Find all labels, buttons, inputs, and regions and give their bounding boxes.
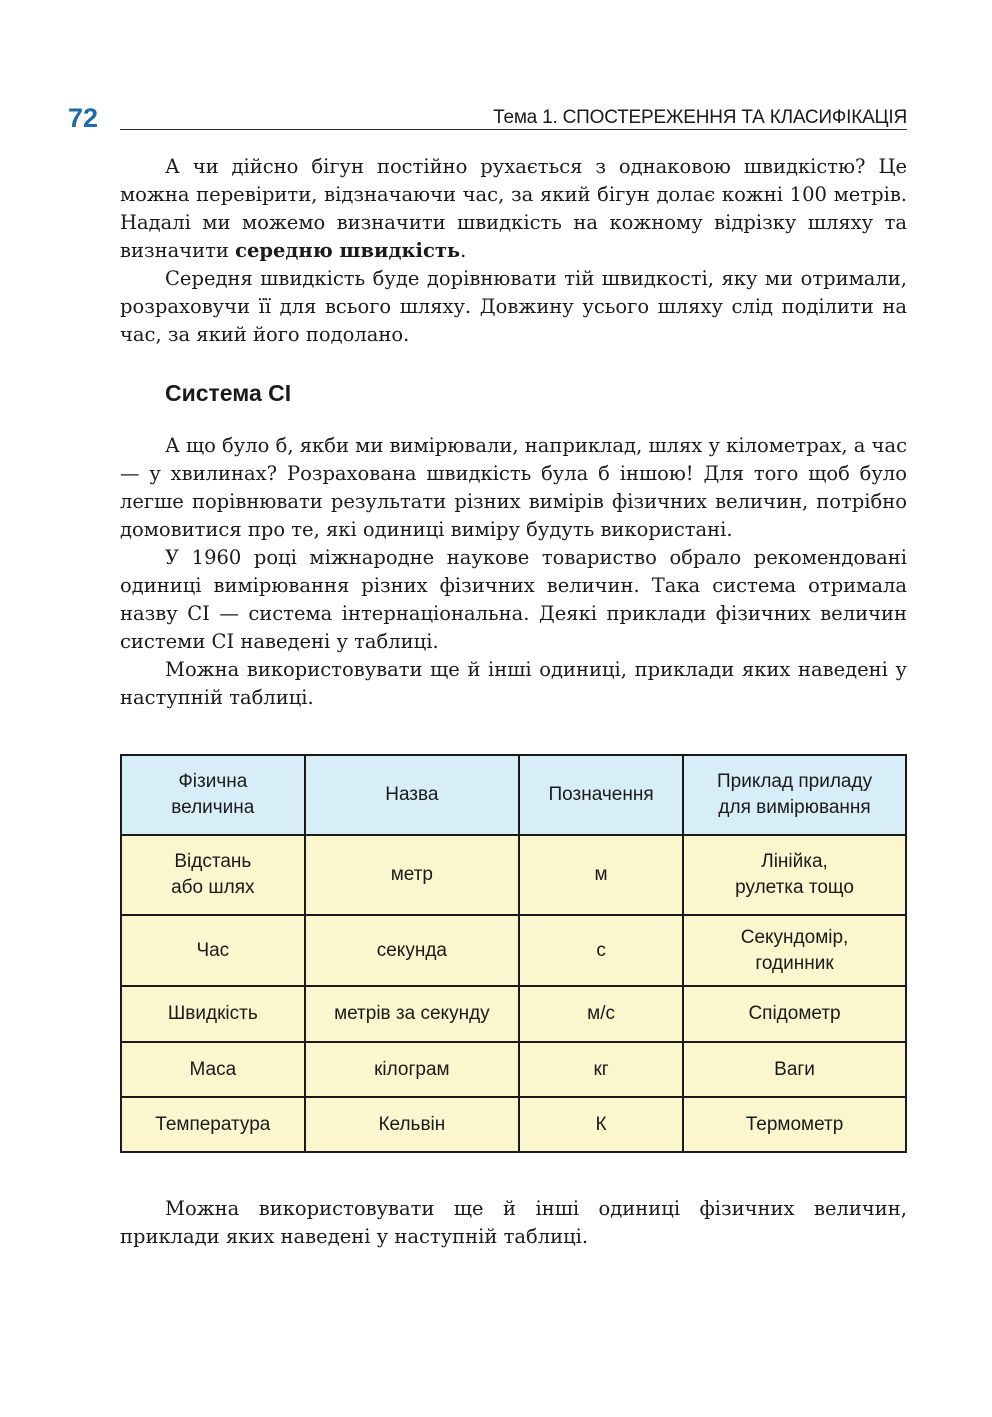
section-text — [120, 432, 907, 712]
table-cell: кілограм — [305, 1042, 519, 1097]
outro-paragraph-1: Можна використовувати ще й інші одиниці фізичних величин, приклади яких наведені у наступній таблиці. — [120, 1197, 907, 1248]
table-cell: Швидкість — [121, 986, 305, 1042]
table-cell: Температура — [121, 1097, 305, 1152]
table-header-cell: Позначення — [519, 755, 683, 835]
intro-paragraph-1: А чи дійсно бігун постійно рухається з однаковою швидкістю? Це можна перевірити, відзначаючи час, за який бігун долає кожні 100 метрів. Надалі ми можемо визначити швидкість на кожному відрізку шляху та визначити середню швидкість. — [120, 155, 907, 262]
table-header-cell: Назва — [305, 755, 519, 835]
table-row — [121, 986, 906, 1042]
table-row — [121, 1042, 906, 1097]
table-cell: К — [519, 1097, 683, 1152]
table-cell: Відстань або шлях — [121, 835, 305, 915]
table-cell: Секундомір, годинник — [683, 915, 906, 986]
section-title: Система СІ — [165, 380, 292, 406]
table-cell: Маса — [121, 1042, 305, 1097]
table-cell: Ваги — [683, 1042, 906, 1097]
table-cell: м — [519, 835, 683, 915]
table-header-cell: Приклад приладу для вимірювання — [683, 755, 906, 835]
table-cell: Кельвін — [305, 1097, 519, 1152]
table-cell: метрів за секунду — [305, 986, 519, 1042]
running-header-title: Тема 1. СПОСТЕРЕЖЕННЯ ТА КЛАСИФІКАЦІЯ — [493, 107, 907, 128]
section-paragraph-2: У 1960 році міжнародне наукове товариство обрало рекомендовані одиниці вимірювання різних фізичних величин. Така система отримала назву СІ — система інтернаціональна. Деякі приклади фізичних величин системи СІ наведені у таблиці. — [120, 546, 907, 653]
intro-paragraph-2: Середня швидкість буде дорівнювати тій швидкості, яку ми отримали, розраховучи її для всього шляху. Довжину усього шляху слід поділити на час, за який його подолано. — [120, 267, 907, 346]
table-row — [121, 915, 906, 986]
section-paragraph-3: Можна використовувати ще й інші одиниці, приклади яких наведені у наступній таблиці. — [120, 658, 907, 709]
table-cell: метр — [305, 835, 519, 915]
term-average-speed: середню швидкість — [235, 239, 461, 262]
table-header-cell: Фізична величина — [121, 755, 305, 835]
si-units-table — [120, 754, 907, 1153]
section-paragraph-1: А що було б, якби ми вимірювали, наприклад, шлях у кілометрах, а час — у хвилинах? Розрахована швидкість була б іншою! Для того щоб було легше порівнювати результати різних вимірів фізичних величин, потрібно домовитися про те, які одиниці виміру будуть використані. — [120, 434, 907, 541]
table-cell: м/с — [519, 986, 683, 1042]
table-cell: с — [519, 915, 683, 986]
table-cell: Спідометр — [683, 986, 906, 1042]
table-cell: секунда — [305, 915, 519, 986]
intro-text — [120, 153, 907, 349]
table-row — [121, 1097, 906, 1152]
outro-text — [120, 1195, 907, 1251]
table-cell: Термометр — [683, 1097, 906, 1152]
page-number: 72 — [68, 103, 99, 133]
table-cell: Час — [121, 915, 305, 986]
table-header-row — [121, 755, 906, 835]
table-cell: Лінійка, рулетка тощо — [683, 835, 906, 915]
table-cell: кг — [519, 1042, 683, 1097]
table-row — [121, 835, 906, 915]
